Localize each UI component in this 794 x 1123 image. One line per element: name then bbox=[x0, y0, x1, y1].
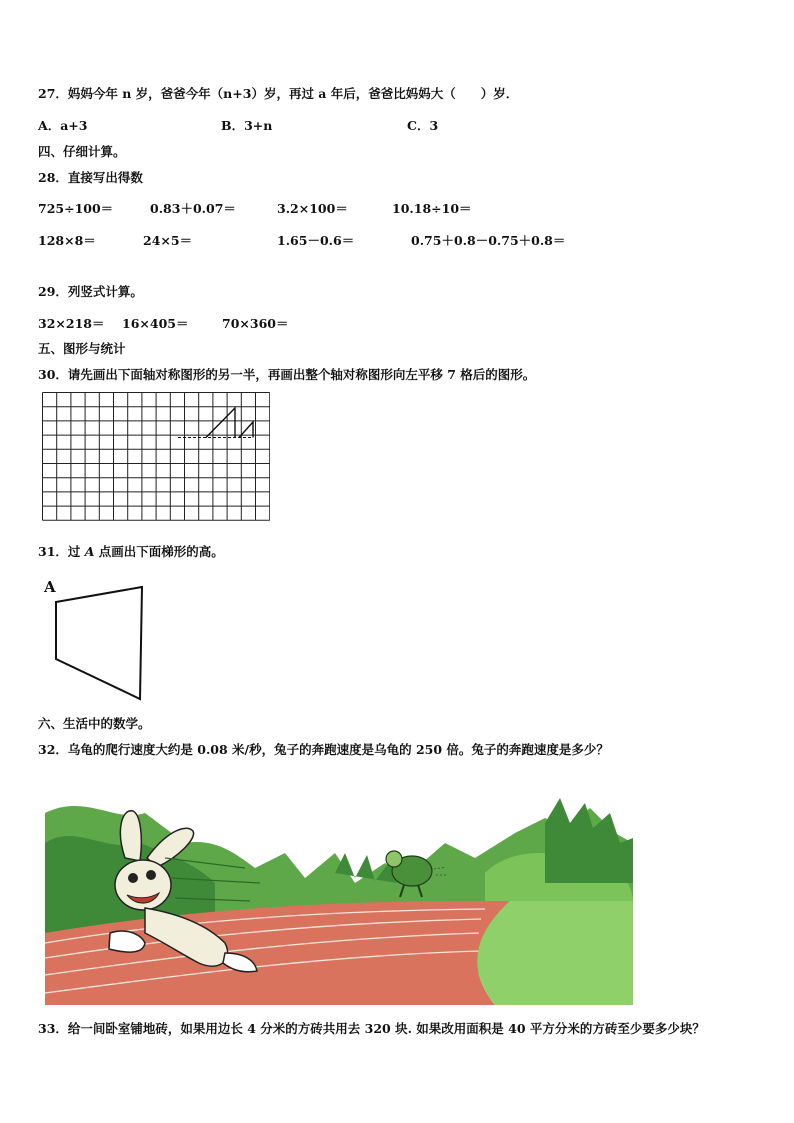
q29-item: 70×360＝ bbox=[222, 316, 289, 331]
q31-trapezoid-figure bbox=[40, 572, 155, 702]
q28-item: 24×5＝ bbox=[143, 233, 193, 248]
q28-item: 128×8＝ bbox=[38, 233, 96, 248]
q27-option-b: B．3+n bbox=[221, 118, 273, 133]
q33-stem: 33．给一间卧室铺地砖，如果用边长 4 分米的方砖共用去 320 块. 如果改用面积是 40 平方分米的方砖至少要多少块？ bbox=[38, 1021, 705, 1036]
q28-item: 3.2×100＝ bbox=[277, 201, 348, 216]
q28-item: 0.75＋0.8－0.75＋0.8＝ bbox=[411, 233, 566, 248]
q30-stem: 30．请先画出下面轴对称图形的另一半，再画出整个轴对称图形向左平移 7 格后的图形。 bbox=[38, 367, 536, 382]
q29-item: 32×218＝ bbox=[38, 316, 105, 331]
foreground-grass bbox=[477, 901, 633, 1005]
trapezoid-shape bbox=[56, 587, 142, 699]
q31-stem-var: A bbox=[84, 544, 95, 559]
q28-item: 10.18÷10＝ bbox=[392, 201, 472, 216]
point-a-label: A bbox=[44, 578, 56, 596]
q29-item: 16×405＝ bbox=[122, 316, 189, 331]
q28-item: 1.65－0.6＝ bbox=[277, 233, 355, 248]
q28-stem: 28．直接写出得数 bbox=[38, 170, 143, 185]
q28-item: 725÷100＝ bbox=[38, 201, 114, 216]
half-figure-large-triangle bbox=[206, 408, 235, 438]
q31-stem bbox=[38, 542, 224, 560]
q31-stem-post: 点画出下面梯形的高。 bbox=[94, 544, 224, 559]
q29-stem: 29．列竖式计算。 bbox=[38, 284, 143, 299]
q31-stem-pre: 31．过 bbox=[38, 544, 85, 559]
q32-stem: 32．乌龟的爬行速度大约是 0.08 米/秒，兔子的奔跑速度是乌龟的 250 倍。兔子的奔跑速度是多少？ bbox=[38, 742, 609, 757]
q27-option-c: C．3 bbox=[407, 118, 439, 133]
q27-option-a: A．a+3 bbox=[38, 118, 88, 133]
q28-item: 0.83＋0.07＝ bbox=[150, 201, 236, 216]
q30-grid-figure bbox=[42, 392, 270, 530]
section-4-heading: 四、仔细计算。 bbox=[38, 144, 126, 159]
rabbit-tortoise-race-illustration bbox=[45, 783, 633, 1005]
section-6-heading: 六、生活中的数学。 bbox=[38, 716, 151, 731]
q27-stem: 27．妈妈今年 n 岁，爸爸今年（n+3）岁，再过 a 年后，爸爸比妈妈大（ ）岁． bbox=[38, 86, 519, 101]
section-5-heading: 五、图形与统计 bbox=[38, 341, 126, 356]
